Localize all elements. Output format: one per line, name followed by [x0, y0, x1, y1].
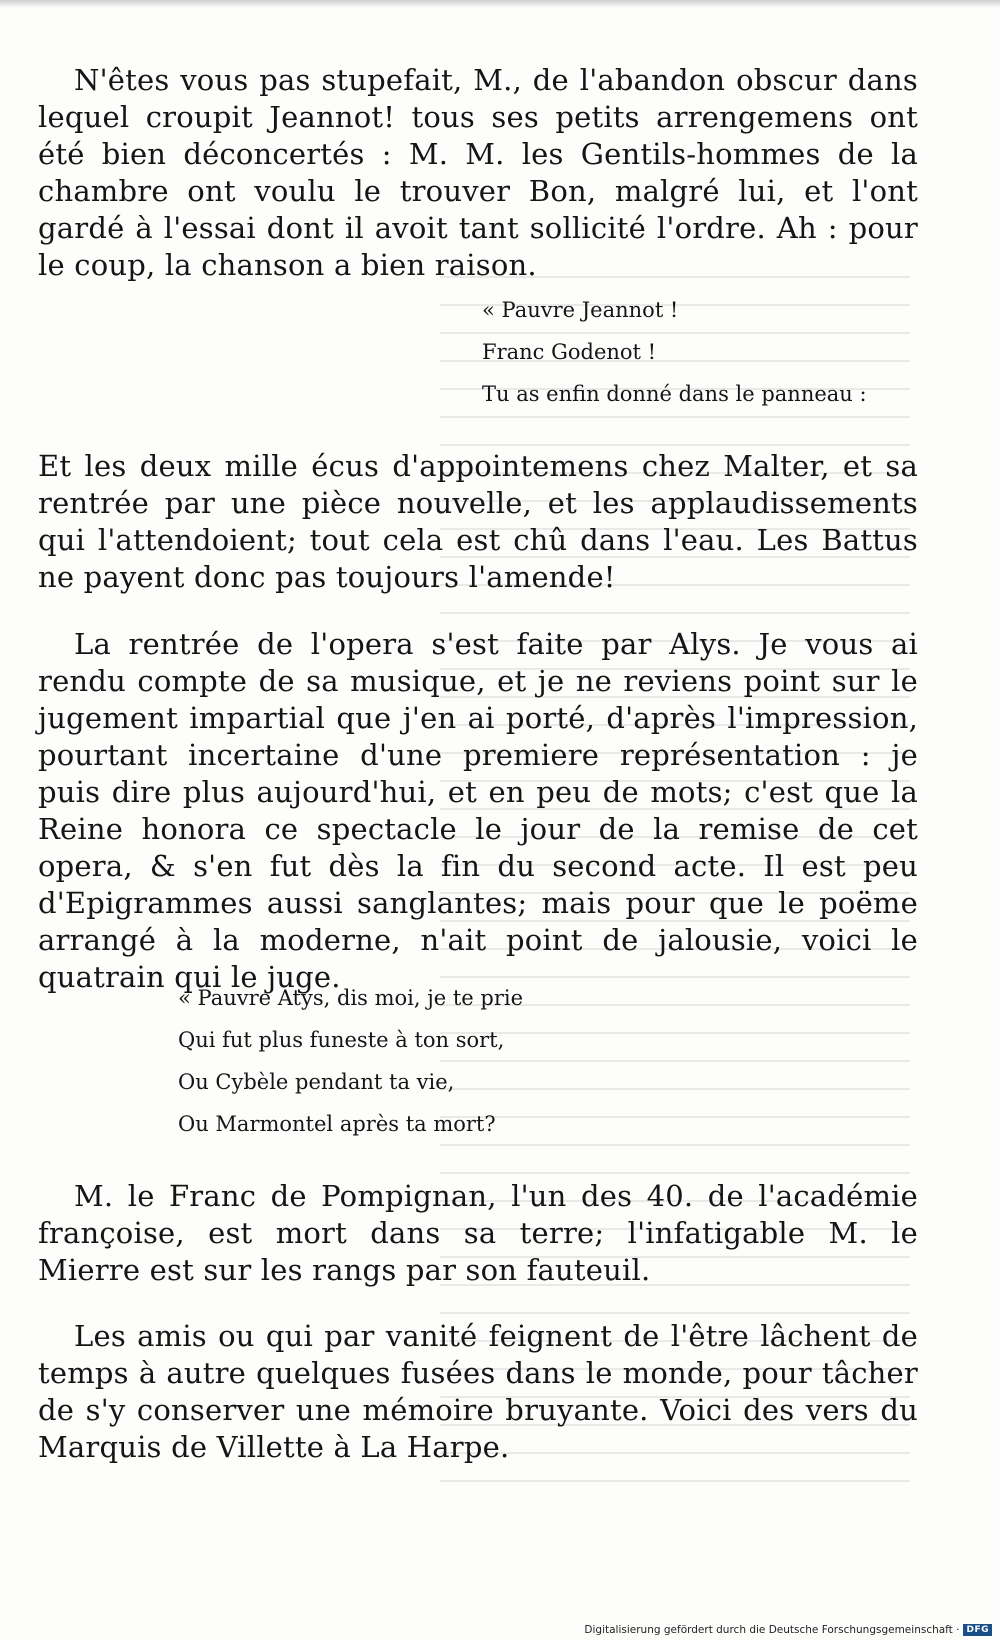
verse-jeannot — [482, 289, 867, 415]
dfg-logo: DFG — [963, 1624, 992, 1636]
paragraph-text: M. le Franc de Pompignan, l'un des 40. de l'académie françoise, est mort dans sa terre; l'infatigable M. le Mierre est sur les rangs par son fauteuil. — [38, 1179, 918, 1287]
credit-text: Digitalisierung gefördert durch die Deutsche Forschungsgemeinschaft · — [584, 1624, 960, 1636]
paragraph-text: N'êtes vous pas stupefait, M., de l'abandon obscur dans lequel croupit Jeannot! tous ses petits arrengemens ont été bien déconcertés : M. M. les Gentils-hommes de la chambre ont voulu le trouver Bon, malgré lui, et l'ont gardé à l'essai dont il avoit tant sollicité l'ordre. Ah : pour le coup, la chanson a bien raison. — [38, 63, 918, 282]
verse-line: « Pauvre Atys, dis moi, je te prie — [178, 986, 524, 1010]
verse-atys — [178, 977, 523, 1145]
paragraph-text: Et les deux mille écus d'appointemens chez Malter, et sa rentrée par une pièce nouvelle, et les applaudissements qui l'attendoient; tout cela est chû dans l'eau. Les Battus ne payent donc pas toujours l'amende! — [38, 449, 918, 594]
verse-line: « Pauvre Jeannot ! — [482, 298, 679, 322]
paragraph-text: Les amis ou qui par vanité feignent de l'être lâchent de temps à autre quelques fusées dans le monde, pour tâcher de s'y conserver une mémoire bruyante. Voici des vers du Marquis de Villette à La Harpe. — [38, 1319, 918, 1464]
digitization-credit — [584, 1624, 992, 1636]
paragraph-text: La rentrée de l'opera s'est faite par Alys. Je vous ai rendu compte de sa musique, et je ne reviens point sur le jugement impartial que j'en ai porté, d'après l'impression, pourtant incertaine d'une premiere représentation : je puis dire plus aujourd'hui, et en peu de mots; c'est que la Reine honora ce spectacle le jour de la remise de cet opera, & s'en fut dès la fin du second acte. Il est peu d'Epigrammes aussi sanglantes; mais pour que le poëme arrangé à la moderne, n'ait point de jalousie, voici le quatrain qui le juge. — [38, 627, 918, 994]
page-top-edge — [0, 0, 1000, 8]
verse-line: Ou Marmontel après ta mort? — [178, 1112, 496, 1136]
paragraph-malter — [38, 448, 918, 596]
paragraph-pompignan — [38, 1178, 918, 1289]
verse-line: Qui fut plus funeste à ton sort, — [178, 1028, 505, 1052]
paragraph-opera — [38, 626, 918, 996]
verse-line: Franc Godenot ! — [482, 340, 657, 364]
verse-line: Tu as enfin donné dans le panneau : — [482, 382, 867, 406]
verse-line: Ou Cybèle pendant ta vie, — [178, 1070, 455, 1094]
paragraph-villette — [38, 1318, 918, 1466]
paragraph-jeannot — [38, 62, 918, 284]
